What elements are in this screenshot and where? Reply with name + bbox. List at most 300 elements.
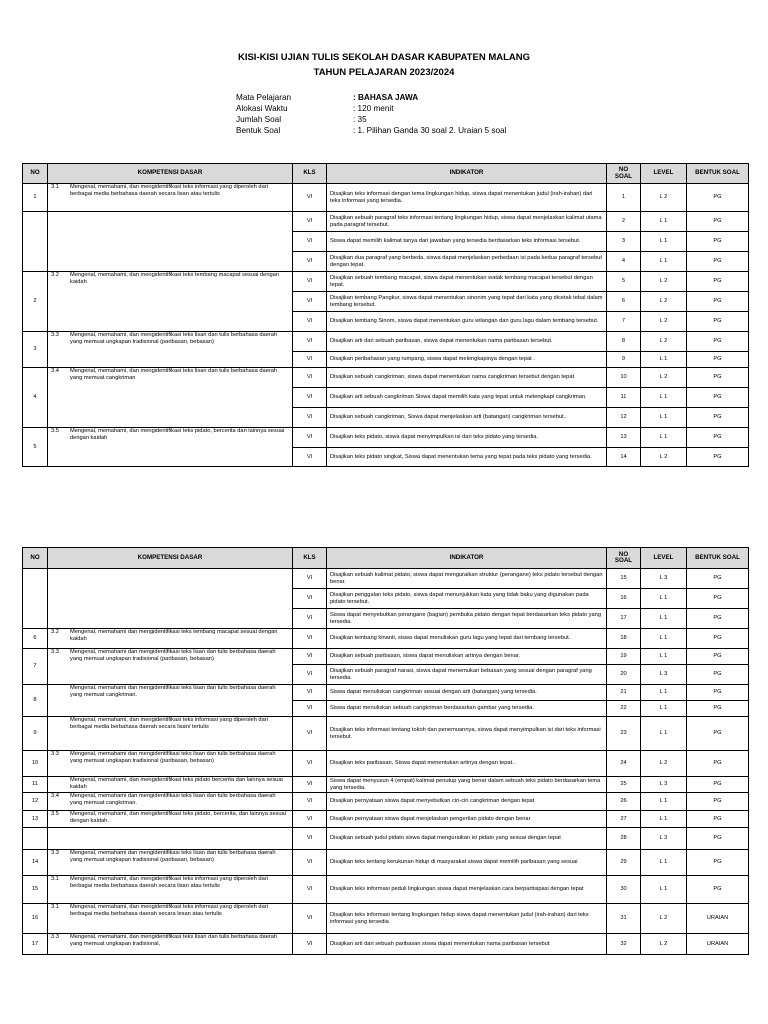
bentuk-soal-cell: PG — [687, 777, 749, 793]
header-no-soal: NO SOAL — [607, 548, 641, 569]
meta-label: Alokasi Waktu — [236, 104, 288, 113]
kls-cell: VI — [293, 811, 327, 828]
kompetensi-dasar-text — [51, 904, 289, 917]
indikator-cell: Disajikan teks informasi tentang lingkungan hidup siswa dapat menentukan judul (irah-irahan) dari teks informasi yang tersedia — [327, 904, 607, 934]
no-soal-cell: 3 — [607, 232, 641, 252]
no-soal-cell: 23 — [607, 717, 641, 751]
kd-description: Mengenal, memahami dan mengidentifikasi teks lisan dan tulis berbahasa daerah yang memuat ungkapan tradisional (paribasan, bebasan) — [70, 850, 276, 863]
no-soal-cell: 31 — [607, 904, 641, 934]
kd-description: Mengenal, memahami, dan mengidentifikasi teks lisan dan tulis berbahasa daerah yang memuat ungkapan tradisional (paribasan, bebasan) — [70, 332, 278, 345]
level-cell: L 1 — [641, 232, 687, 252]
indikator-cell: Siswa dapat menyusun 4 (empat) kalimat penutup yang benar dalam sebuah teks pidato berdasarkan tema yang tersedia. — [327, 777, 607, 793]
kls-cell: VI — [293, 312, 327, 332]
table-row — [23, 272, 749, 292]
kompetensi-dasar-cell — [48, 368, 293, 428]
level-cell: L 1 — [641, 212, 687, 232]
kd-number: 3.5 — [51, 428, 59, 434]
indikator-cell: Disajikan sebuah paragraf teks informasi tentang lingkungan hidup, siswa dapat menjelaskan kalimat utama pada paragraf tersebut. — [327, 212, 607, 232]
kompetensi-dasar-cell — [48, 876, 293, 904]
row-number: 10 — [23, 751, 48, 777]
bentuk-soal-cell: PG — [687, 811, 749, 828]
kompetensi-dasar-cell — [48, 717, 293, 751]
bentuk-soal-cell: PG — [687, 428, 749, 448]
kompetensi-dasar-text — [51, 685, 289, 698]
indikator-cell: Disajikan teks informasi dengan tema lingkungan hidup, siswa dapat menentukan judul (irah-irahan) dari teks informasi yang tersedia. — [327, 184, 607, 212]
bentuk-soal-cell: URAIAN — [687, 904, 749, 934]
bentuk-soal-cell: PG — [687, 876, 749, 904]
level-cell: L 2 — [641, 292, 687, 312]
no-soal-cell: 10 — [607, 368, 641, 388]
level-cell: L 2 — [641, 368, 687, 388]
no-soal-cell: 13 — [607, 428, 641, 448]
kls-cell: VI — [293, 793, 327, 811]
kls-cell: VI — [293, 408, 327, 428]
header-indikator: INDIKATOR — [327, 548, 607, 569]
kompetensi-dasar-cell — [48, 428, 293, 467]
level-cell: L 1 — [641, 850, 687, 876]
kisi-kisi-table-page1 — [22, 163, 749, 467]
level-cell: L 1 — [641, 609, 687, 629]
kompetensi-dasar-text — [51, 811, 289, 824]
level-cell: L 1 — [641, 793, 687, 811]
bentuk-soal-cell: PG — [687, 685, 749, 701]
indikator-cell: Siswa dapat memilih kalimat tanya dari jawaban yang tersedia berdasarkan teks informasi tersebut. — [327, 232, 607, 252]
kompetensi-dasar-cell — [48, 272, 293, 332]
kd-number: 3.4 — [51, 793, 59, 799]
kls-cell: VI — [293, 828, 327, 850]
bentuk-soal-cell: PG — [687, 232, 749, 252]
no-soal-cell: 6 — [607, 292, 641, 312]
no-soal-cell: 29 — [607, 850, 641, 876]
kd-number: 3.2 — [51, 272, 59, 278]
kd-description: Mengenal, memahami dan mengidentifikasi teks lisan dan tulis berbahasa daerah yang memuat cangkriman. — [70, 685, 276, 698]
kd-number — [51, 777, 70, 790]
table-row — [23, 811, 749, 828]
kls-cell: VI — [293, 388, 327, 408]
kls-cell: VI — [293, 751, 327, 777]
kompetensi-dasar-cell — [48, 793, 293, 811]
kls-cell: VI — [293, 717, 327, 751]
kompetensi-dasar-cell — [48, 685, 293, 717]
kompetensi-dasar-cell — [48, 777, 293, 793]
kompetensi-dasar-text — [51, 332, 289, 345]
level-cell: L 1 — [641, 629, 687, 649]
indikator-cell: Siswa dapat menuliskan sebuah cangkriman berdasarkan gambar yang tersedia. — [327, 701, 607, 717]
kd-description: Mengenal, memahami, dan mengidentifikasi teks informasi yang diperoleh dari berbagai media berbahasa daerah secara lisan/ tertulis — [70, 717, 268, 730]
kompetensi-dasar-text — [51, 751, 289, 764]
kompetensi-dasar-text — [51, 777, 289, 790]
kompetensi-dasar-text — [51, 368, 289, 381]
kd-number: 3.1 — [51, 184, 59, 190]
table-header-row — [23, 548, 749, 569]
header-bentuk-soal: BENTUK SOAL — [687, 164, 749, 184]
kd-description: Mengenal, memahami, dan mengidentifikasi teks lisan dan tulis berbahasa daerah yang memuat cangkriman — [70, 368, 278, 381]
kd-description: Mengenal, memahami, dan mengidentifikasi teks tembang macapat sesuai dengan kaidah — [70, 272, 279, 285]
kompetensi-dasar-cell — [48, 828, 293, 850]
kls-cell: VI — [293, 589, 327, 609]
kompetensi-dasar-text — [51, 272, 289, 285]
row-number: 7 — [23, 649, 48, 685]
meta-value: : 1. Pilihan Ganda 30 soal 2. Uraian 5 soal — [353, 126, 507, 135]
no-soal-cell: 16 — [607, 589, 641, 609]
no-soal-cell: 26 — [607, 793, 641, 811]
kls-cell: VI — [293, 428, 327, 448]
table-row — [23, 793, 749, 811]
header-bentuk-soal: BENTUK SOAL — [687, 548, 749, 569]
bentuk-soal-cell: PG — [687, 717, 749, 751]
indikator-cell: Siswa dapat menuliskan cangkriman sesuai dengan arti (batangan) yang tersedia. — [327, 685, 607, 701]
row-number: 1 — [23, 184, 48, 212]
kls-cell: VI — [293, 232, 327, 252]
level-cell: L 1 — [641, 428, 687, 448]
table-row — [23, 629, 749, 649]
kompetensi-dasar-text — [51, 717, 289, 730]
table-row — [23, 777, 749, 793]
kd-number: 3.4 — [51, 368, 59, 374]
indikator-cell: Disajikan tembang Sinom, siswa dapat menentukan guru wilangan dan guru lagu dalam tembang tersebut. — [327, 312, 607, 332]
kompetensi-dasar-cell — [48, 649, 293, 685]
bentuk-soal-cell: PG — [687, 828, 749, 850]
header-no: NO — [23, 548, 48, 569]
indikator-cell: Disajikan teks tentang kerukunan hidup di masyarakat siswa dapat memilih paribasan yang sesuai — [327, 850, 607, 876]
table-row — [23, 850, 749, 876]
no-soal-cell: 32 — [607, 934, 641, 955]
indikator-cell: Disajikan teks informasi tentang tokoh dan penemuannya, siswa dapat menyimpulkan isi dari teks informasi tersebut. — [327, 717, 607, 751]
no-soal-cell: 11 — [607, 388, 641, 408]
row-number: 17 — [23, 934, 48, 955]
kls-cell: VI — [293, 212, 327, 232]
table-row — [23, 751, 749, 777]
header-kls: KLS — [293, 548, 327, 569]
kompetensi-dasar-text — [51, 793, 289, 806]
kompetensi-dasar-cell — [48, 332, 293, 368]
indikator-cell: Disajikan arti sebuah cangkriman Siswa dapat memilih kata yang tepat untuk melengkapi cangkriman. — [327, 388, 607, 408]
meta-row — [236, 103, 506, 114]
table-row — [23, 717, 749, 751]
header-kompetensi-dasar: KOMPETENSI DASAR — [48, 164, 293, 184]
bentuk-soal-cell: PG — [687, 649, 749, 665]
level-cell: L 1 — [641, 589, 687, 609]
no-soal-cell: 27 — [607, 811, 641, 828]
row-number: 12 — [23, 793, 48, 811]
no-soal-cell: 8 — [607, 332, 641, 352]
meta-label: Jumlah Soal — [236, 115, 282, 124]
indikator-cell: Disajikan sebuah paribasan, siswa dapat menuliskan artinya dengan benar. — [327, 649, 607, 665]
indikator-cell: Disajikan arti dari sebuah paribasan, siswa dapat menentukan nama paribasan tersebut. — [327, 332, 607, 352]
no-soal-cell: 15 — [607, 569, 641, 589]
level-cell: L 1 — [641, 701, 687, 717]
no-soal-cell: 21 — [607, 685, 641, 701]
table-row — [23, 685, 749, 701]
indikator-cell: Siswa dapat menyebutkan perangane (bagian) pembuka pidato dengan tepat berdasarkan teks pidato yang tersedia. — [327, 609, 607, 629]
indikator-cell: Disajikan dua paragraf yang berbeda, siswa dapat menjelaskan perbedaan isi pada kedua paragraf tersebut dengan tepat. — [327, 252, 607, 272]
bentuk-soal-cell: PG — [687, 212, 749, 232]
kls-cell: VI — [293, 850, 327, 876]
kompetensi-dasar-cell — [48, 629, 293, 649]
header-indikator: INDIKATOR — [327, 164, 607, 184]
no-soal-cell: 14 — [607, 448, 641, 467]
level-cell: L 1 — [641, 388, 687, 408]
bentuk-soal-cell: PG — [687, 589, 749, 609]
table-row — [23, 332, 749, 352]
kls-cell: VI — [293, 934, 327, 955]
header-no: NO — [23, 164, 48, 184]
row-number: 9 — [23, 717, 48, 751]
meta-value: : BAHASA JAWA — [353, 93, 419, 102]
kompetensi-dasar-text — [51, 850, 289, 863]
kd-number: 3.5 — [51, 811, 59, 817]
no-soal-cell: 12 — [607, 408, 641, 428]
bentuk-soal-cell: PG — [687, 292, 749, 312]
kisi-kisi-table-page2 — [22, 547, 749, 955]
kompetensi-dasar-text — [51, 428, 289, 441]
bentuk-soal-cell: PG — [687, 368, 749, 388]
kd-description: Mengenal, memahami dan mengidentifikasi teks tembang macapat sesuai dengan kaidah — [70, 629, 278, 642]
kls-cell: VI — [293, 292, 327, 312]
kd-description: Mengenal, memahami dan mengidentifikasi teks lisan dan tulis berbahasa daerah yang memuat ungkapan tradisional (paribasan, bebasan) — [70, 649, 276, 662]
kompetensi-dasar-cell — [48, 934, 293, 955]
no-soal-cell: 24 — [607, 751, 641, 777]
kd-number: 3.3 — [51, 649, 59, 655]
row-number: 16 — [23, 904, 48, 934]
table-row — [23, 368, 749, 388]
level-cell: L 2 — [641, 332, 687, 352]
level-cell: L 3 — [641, 828, 687, 850]
kompetensi-dasar-text — [51, 934, 289, 947]
header-level: LEVEL — [641, 548, 687, 569]
table-row — [23, 184, 749, 212]
kompetensi-dasar-text — [51, 649, 289, 662]
row-number: 8 — [23, 685, 48, 717]
kls-cell: VI — [293, 448, 327, 467]
indikator-cell: Disajikan teks pidato singkat, Siswa dapat menentukan tema yang tepat pada teks pidato yang tersedia. — [327, 448, 607, 467]
no-soal-cell: 2 — [607, 212, 641, 232]
indikator-cell: Disajikan teks paribasan, Siswa dapat menentukan artinya dengan tepat.. — [327, 751, 607, 777]
bentuk-soal-cell: PG — [687, 751, 749, 777]
no-soal-cell: 19 — [607, 649, 641, 665]
meta-block — [236, 92, 506, 136]
no-soal-cell: 9 — [607, 352, 641, 368]
level-cell: L 2 — [641, 312, 687, 332]
kd-number: 3.3 — [51, 934, 59, 940]
bentuk-soal-cell: PG — [687, 665, 749, 685]
kompetensi-dasar-cell — [48, 212, 293, 272]
kls-cell: VI — [293, 665, 327, 685]
row-number: 15 — [23, 876, 48, 904]
kls-cell: VI — [293, 332, 327, 352]
indikator-cell: Disajikan teks informasi peduli lingkungan siswa dapat menjelaskan cara berpartisipasi dengan tepat — [327, 876, 607, 904]
table-row — [23, 876, 749, 904]
indikator-cell: Disajikan tembang kinanti, siswa dapat menuliskan guru lagu yang tepat dari tembang tersebut. — [327, 629, 607, 649]
indikator-cell: Disajikan teks pidato, siswa dapat menyimpulkan isi dari teks pidato yang tersedia. — [327, 428, 607, 448]
kls-cell: VI — [293, 252, 327, 272]
table-row — [23, 212, 749, 232]
kd-number: 3.3 — [51, 850, 59, 856]
row-number: 11 — [23, 777, 48, 793]
bentuk-soal-cell: PG — [687, 793, 749, 811]
row-number: 14 — [23, 850, 48, 876]
kls-cell: VI — [293, 569, 327, 589]
bentuk-soal-cell: PG — [687, 609, 749, 629]
document-subtitle: TAHUN PELAJARAN 2023/2024 — [313, 67, 455, 78]
kls-cell: VI — [293, 629, 327, 649]
kompetensi-dasar-text — [51, 184, 289, 197]
table-row — [23, 904, 749, 934]
level-cell: L 3 — [641, 665, 687, 685]
level-cell: L 1 — [641, 717, 687, 751]
indikator-cell: Disajikan tembang Pangkur, siswa dapat menentukan sinonim yang tepat dari kata yang dicetak tebal dalam tembang tersebut. — [327, 292, 607, 312]
no-soal-cell: 30 — [607, 876, 641, 904]
kls-cell: VI — [293, 184, 327, 212]
table-row — [23, 934, 749, 955]
no-soal-cell: 1 — [607, 184, 641, 212]
no-soal-cell: 18 — [607, 629, 641, 649]
indikator-cell: Disajikan sebuah judul pidato siswa dapat menguraikan isi pidato yang sesuai dengan tepat — [327, 828, 607, 850]
level-cell: L 1 — [641, 408, 687, 428]
bentuk-soal-cell: PG — [687, 629, 749, 649]
bentuk-soal-cell: PG — [687, 388, 749, 408]
level-cell: L 2 — [641, 751, 687, 777]
no-soal-cell: 7 — [607, 312, 641, 332]
table-row — [23, 649, 749, 665]
kd-description: Mengenal, memahami, dan mengidentifikasi teks informasi yang diperoleh dari berbagai media berbahasa daerah secara lisan atau tertulis — [70, 184, 268, 197]
table-row — [23, 569, 749, 589]
level-cell: L 3 — [641, 777, 687, 793]
meta-label: Mata Pelajaran — [236, 93, 292, 102]
bentuk-soal-cell: PG — [687, 850, 749, 876]
kls-cell: VI — [293, 904, 327, 934]
level-cell: L 1 — [641, 649, 687, 665]
kd-description: Mengenal, memahami, dan mengidentifikasi teks informasi yang diperoleh dari berbagai media berbahasa daerah secara lisan atau tertulis — [70, 876, 268, 889]
indikator-cell: Disajikan sebuah kalimat pidato, siswa dapat menguraikan struktur (perangane) teks pidato tersebut dengan benar. — [327, 569, 607, 589]
kls-cell: VI — [293, 272, 327, 292]
kd-number: 3.1 — [51, 904, 59, 910]
bentuk-soal-cell: PG — [687, 448, 749, 467]
bentuk-soal-cell: PG — [687, 408, 749, 428]
kd-description: Mengenal, memahami, dan mengidentifikasi teks pidato bercerita dan lainnya sesuai kaidah — [70, 777, 283, 790]
bentuk-soal-cell: PG — [687, 312, 749, 332]
meta-value: : 120 menit — [353, 104, 394, 113]
kompetensi-dasar-cell — [48, 184, 293, 212]
table-row — [23, 428, 749, 448]
level-cell: L 1 — [641, 685, 687, 701]
row-number — [23, 828, 48, 850]
level-cell: L 1 — [641, 352, 687, 368]
kompetensi-dasar-cell — [48, 850, 293, 876]
no-soal-cell: 5 — [607, 272, 641, 292]
kd-number — [51, 717, 70, 730]
row-number: 6 — [23, 629, 48, 649]
row-number: 2 — [23, 272, 48, 332]
bentuk-soal-cell: URAIAN — [687, 934, 749, 955]
level-cell: L 2 — [641, 934, 687, 955]
row-number: 5 — [23, 428, 48, 467]
indikator-cell: Disajikan sebuah cangkriman, siswa dapat menentukan nama cangkriman tersebut dengan tepat — [327, 368, 607, 388]
meta-label: Bentuk Soal — [236, 126, 281, 135]
meta-row — [236, 114, 506, 125]
kompetensi-dasar-cell — [48, 569, 293, 629]
level-cell: L 2 — [641, 448, 687, 467]
kompetensi-dasar-cell — [48, 751, 293, 777]
bentuk-soal-cell: PG — [687, 272, 749, 292]
no-soal-cell: 25 — [607, 777, 641, 793]
no-soal-cell: 4 — [607, 252, 641, 272]
table-row — [23, 828, 749, 850]
indikator-cell: Disajikan sebuah tembang macapat, siswa dapat menentukan watak tembang macapat tersebut dengan tepat. — [327, 272, 607, 292]
kls-cell: VI — [293, 609, 327, 629]
no-soal-cell: 20 — [607, 665, 641, 685]
kd-description: Mengenal, memahami, dan mengidentifikasi teks lisan dan tulis berbahasa daerah yang memuat ungkapan tradisional, — [70, 934, 278, 947]
level-cell: L 2 — [641, 904, 687, 934]
no-soal-cell: 22 — [607, 701, 641, 717]
kd-description: Mengenal, memahami, dan mengidentifikasi teks pidato, bercerita, dan lainnya sesuai dengan kaidah. — [70, 811, 286, 824]
indikator-cell: Disajikan arti dari sebuah paribasan siswa dapat menentukan nama paribasan tersebut — [327, 934, 607, 955]
kls-cell: VI — [293, 876, 327, 904]
header-kls: KLS — [293, 164, 327, 184]
level-cell: L 2 — [641, 184, 687, 212]
kompetensi-dasar-cell — [48, 811, 293, 828]
meta-value: : 35 — [353, 115, 367, 124]
kd-number: 3.3 — [51, 751, 59, 757]
kd-number: 3.1 — [51, 876, 59, 882]
level-cell: L 1 — [641, 252, 687, 272]
kls-cell: VI — [293, 685, 327, 701]
kompetensi-dasar-text — [51, 876, 289, 889]
kls-cell: VI — [293, 649, 327, 665]
kls-cell: VI — [293, 777, 327, 793]
no-soal-cell: 28 — [607, 828, 641, 850]
indikator-cell: Disajikan sebuah cangkriman, Siswa dapat menjelaskan arti (batangan) cangkriman tersebut.. — [327, 408, 607, 428]
kd-number: 3.3 — [51, 332, 59, 338]
level-cell: L 1 — [641, 876, 687, 904]
kd-description: Mengenal, memahami dan mengidentifikasi teks lisan dan tulis berbahasa daerah yang memuat ungkapan tradisional (paribasan, bebasan) — [70, 751, 276, 764]
bentuk-soal-cell: PG — [687, 352, 749, 368]
header-kompetensi-dasar: KOMPETENSI DASAR — [48, 548, 293, 569]
header-level: LEVEL — [641, 164, 687, 184]
kls-cell: VI — [293, 701, 327, 717]
kd-description: Mengenal, memahami, dan mengidentifikasi teks informasi yang diperoleh dari berbagai media berbahasa daerah secara lesan atau tertulis — [70, 904, 268, 917]
indikator-cell: Disajikan pernyataan siswa dapat menjelaskan pengertian pidato dengan benar — [327, 811, 607, 828]
bentuk-soal-cell: PG — [687, 184, 749, 212]
header-no-soal: NO SOAL — [607, 164, 641, 184]
bentuk-soal-cell: PG — [687, 252, 749, 272]
meta-row — [236, 92, 506, 103]
meta-row — [236, 125, 506, 136]
bentuk-soal-cell: PG — [687, 701, 749, 717]
bentuk-soal-cell: PG — [687, 332, 749, 352]
bentuk-soal-cell: PG — [687, 569, 749, 589]
kompetensi-dasar-text — [51, 629, 289, 642]
row-number: 13 — [23, 811, 48, 828]
kd-number — [51, 685, 70, 698]
indikator-cell: Disajikan penggalan teks pidato, siswa dapat menunjukkan kata yang tidak baku yang digunakan pada pidato tersebut. — [327, 589, 607, 609]
no-soal-cell: 17 — [607, 609, 641, 629]
row-number — [23, 569, 48, 629]
row-number: 3 — [23, 332, 48, 368]
indikator-cell: Disajikan pernyataan siswa dapat menyebutkan ciri-ciri cangkriman dengan tepat — [327, 793, 607, 811]
row-number — [23, 212, 48, 272]
kompetensi-dasar-cell — [48, 904, 293, 934]
kd-description: Mengenal, memahami dan mengidentifikasi teks lisan dan tulis berbahasa daerah yang memuat cangkriman. — [70, 793, 276, 806]
kls-cell: VI — [293, 368, 327, 388]
kls-cell: VI — [293, 352, 327, 368]
document-title: KISI-KISI UJIAN TULIS SEKOLAH DASAR KABUPATEN MALANG — [237, 52, 531, 63]
level-cell: L 1 — [641, 811, 687, 828]
kd-number: 3.2 — [51, 629, 59, 635]
indikator-cell: Disajikan sebuah paragraf narasi, siswa dapat menemukan bebasan yang sesuai dengan paragraf yang tersedia. — [327, 665, 607, 685]
table-header-row — [23, 164, 749, 184]
level-cell: L 2 — [641, 272, 687, 292]
